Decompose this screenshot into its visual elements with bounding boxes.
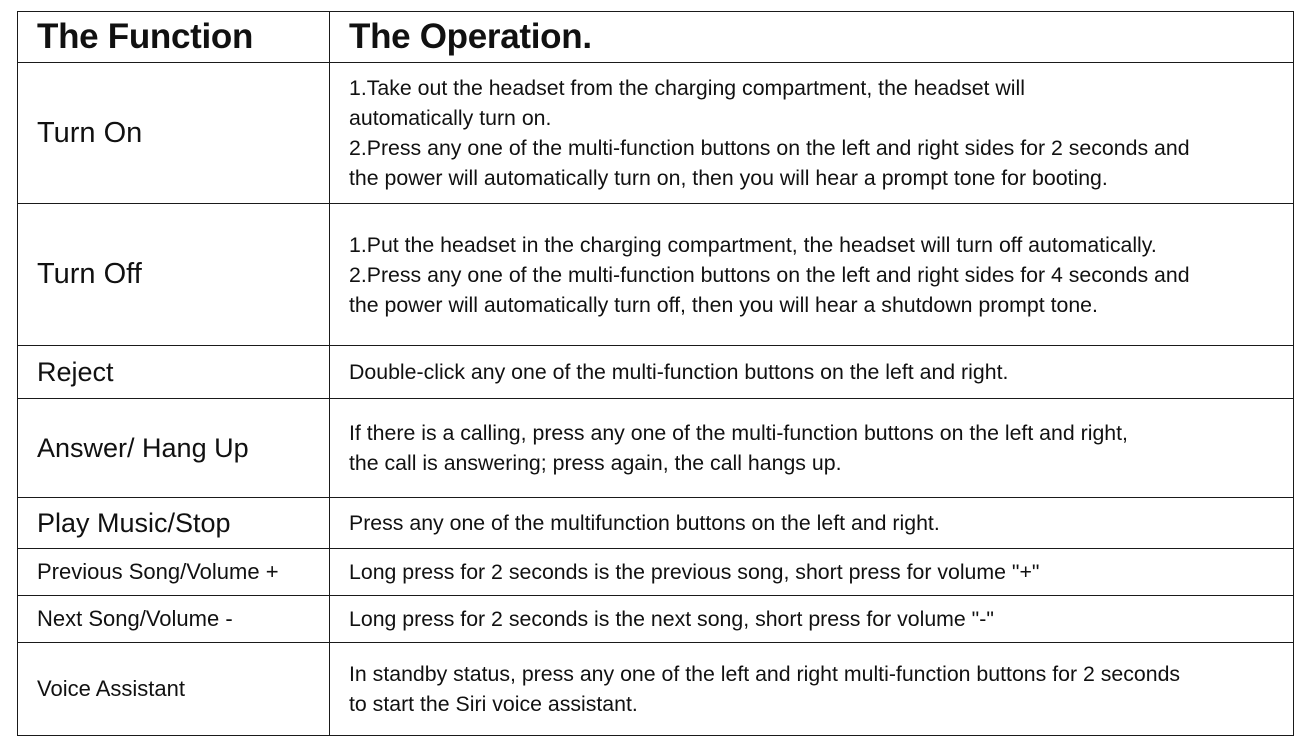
operation-cell: [330, 204, 1294, 346]
table-row: [18, 549, 1294, 596]
operation-cell: [330, 549, 1294, 596]
function-cell: Next Song/Volume -: [18, 596, 330, 643]
operation-line: Press any one of the multifunction buttons on the left and right.: [349, 511, 940, 535]
function-cell: Voice Assistant: [18, 643, 330, 736]
header-function: The Function: [18, 12, 330, 63]
operation-line: 1.Put the headset in the charging compartment, the headset will turn off automatically.: [349, 232, 1157, 257]
operation-cell: [330, 346, 1294, 399]
function-cell: Previous Song/Volume +: [18, 549, 330, 596]
operation-cell: [330, 63, 1294, 204]
function-cell: Answer/ Hang Up: [18, 399, 330, 498]
operation-line: Double-click any one of the multi-function buttons on the left and right.: [349, 360, 1009, 384]
operation-line: If there is a calling, press any one of the multi-function buttons on the left and right,: [349, 421, 1128, 445]
function-operation-table: [17, 11, 1294, 736]
header-row: [18, 12, 1294, 63]
operation-line: the power will automatically turn on, then you will hear a prompt tone for booting.: [349, 166, 1108, 190]
operation-cell: [330, 399, 1294, 498]
operation-line: the power will automatically turn off, then you will hear a shutdown prompt tone.: [349, 292, 1098, 317]
table-row: [18, 643, 1294, 736]
operation-line: 2.Press any one of the multi-function buttons on the left and right sides for 2 seconds and: [349, 136, 1190, 160]
table-row: [18, 498, 1294, 549]
table-row: [18, 346, 1294, 399]
function-cell: Play Music/Stop: [18, 498, 330, 549]
operation-line: the call is answering; press again, the call hangs up.: [349, 451, 842, 475]
operation-line: to start the Siri voice assistant.: [349, 692, 638, 716]
function-cell: Reject: [18, 346, 330, 399]
operation-cell: [330, 596, 1294, 643]
header-operation: The Operation.: [330, 12, 1294, 63]
function-cell: Turn Off: [18, 204, 330, 346]
operation-line: 2.Press any one of the multi-function buttons on the left and right sides for 4 seconds and: [349, 262, 1190, 287]
operation-line: automatically turn on.: [349, 106, 552, 130]
function-cell: Turn On: [18, 63, 330, 204]
table-row: [18, 204, 1294, 346]
operation-line: Long press for 2 seconds is the previous song, short press for volume "+": [349, 560, 1040, 584]
operation-cell: [330, 498, 1294, 549]
table-row: [18, 596, 1294, 643]
operation-line: 1.Take out the headset from the charging compartment, the headset will: [349, 76, 1025, 100]
operation-cell: [330, 643, 1294, 736]
operation-line: In standby status, press any one of the left and right multi-function buttons for 2 seconds: [349, 662, 1181, 686]
table-row: [18, 399, 1294, 498]
table-row: [18, 63, 1294, 204]
operation-line: Long press for 2 seconds is the next song, short press for volume "-": [349, 607, 994, 631]
